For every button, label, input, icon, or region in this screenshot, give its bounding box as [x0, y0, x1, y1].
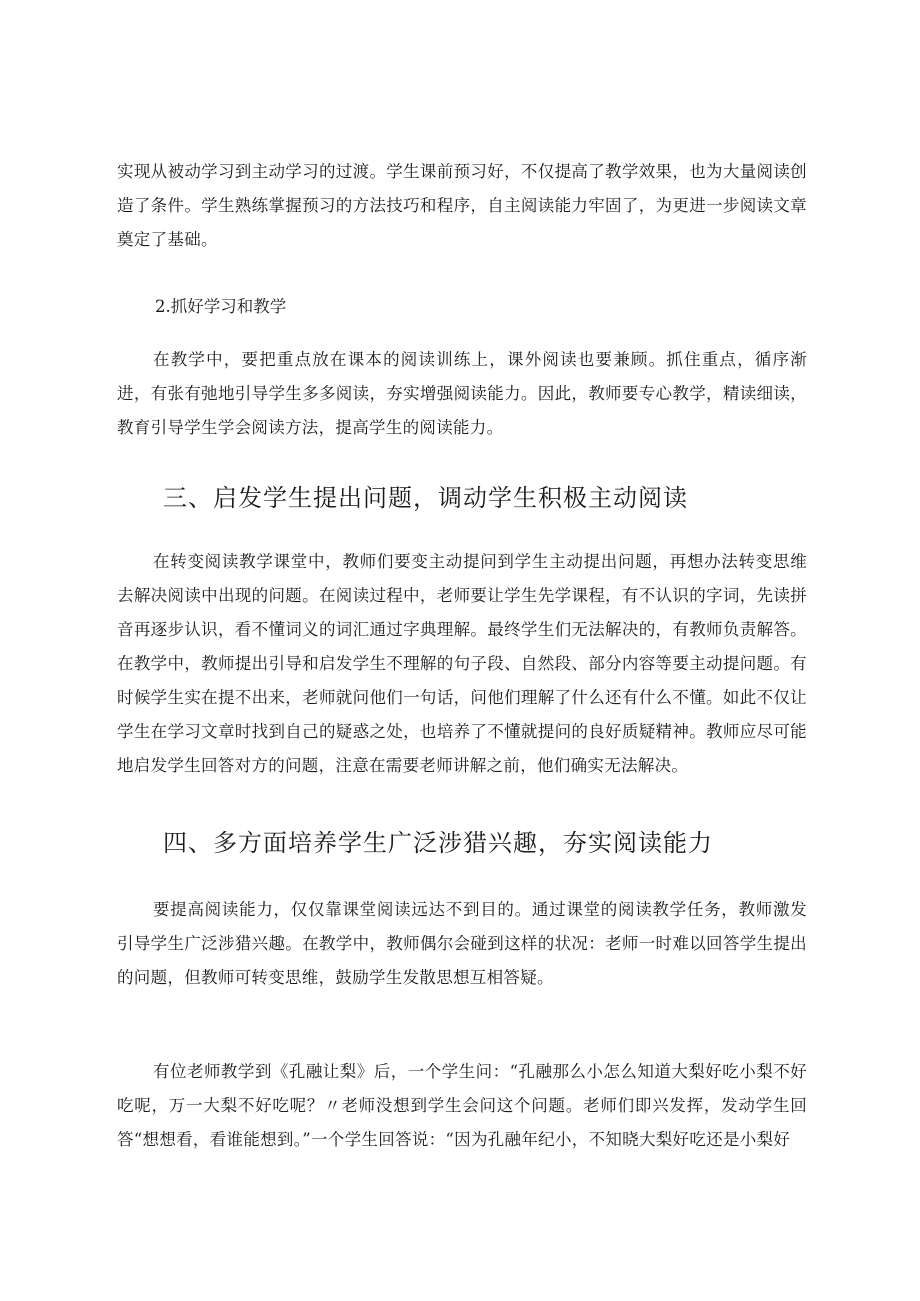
paragraph-student-questions: 在转变阅读教学课堂中，教师们要变主动提问到学生主动提出问题，再想办法转变思维去解决阅读中出现的问题。在阅读过程中，老师要让学生先学课程，有不认识的字词，先读拼音再逐步认识，看不懂词义的词汇通过字典理解。最终学生们无法解决的，有教师负责解答。在教学中，教师提出引导和启发学生不理解的句子段、自然段、部分内容等要主动提问题。有时候学生实在提不出来，老师就问他们一句话，问他们理解了什么还有什么不懂。如此不仅让学生在学习文章时找到自己的疑惑之处，也培养了不懂就提问的良好质疑精神。教师应尽可能地启发学生回答对方的问题，注意在需要老师讲解之前，他们确实无法解决。	[117, 552, 807, 775]
paragraph-teaching-focus: 在教学中，要把重点放在课本的阅读训练上，课外阅读也要兼顾。抓住重点，循序渐进，有张有弛地引导学生多多阅读，夯实增强阅读能力。因此，教师要专心教学，精读细读，教育引导学生学会阅读方法，提高学生的阅读能力。	[117, 350, 807, 437]
section-heading-3: 三、启发学生提出问题，调动学生积极主动阅读	[163, 484, 688, 512]
section-heading-4: 四、多方面培养学生广泛涉猎兴趣，夯实阅读能力	[163, 829, 713, 857]
paragraph-kong-rong-example: 有位老师教学到《孔融让梨》后，一个学生问：“孔融那么小怎么知道大梨好吃小梨不好吃呢，万一大梨不好吃呢？〃老师没想到学生会问这个问题。老师们即兴发挥，发动学生回答“想想看，看谁能想到。”一个学生回答说：“因为孔融年纪小，不知晓大梨好吃还是小梨好	[117, 1062, 807, 1149]
paragraph-broad-interest: 要提高阅读能力，仅仅靠课堂阅读远达不到目的。通过课堂的阅读教学任务，教师激发引导学生广泛涉猎兴趣。在教学中，教师偶尔会碰到这样的状况：老师一时难以回答学生提出的问题，但教师可转变思维，鼓励学生发散思想互相答疑。	[117, 900, 807, 987]
paragraph-preview-transition: 实现从被动学习到主动学习的过渡。学生课前预习好，不仅提高了教学效果，也为大量阅读创造了条件。学生熟练掌握预习的方法技巧和程序，自主阅读能力牢固了，为更进一步阅读文章奠定了基础。	[117, 162, 807, 249]
subheading-learning-and-teaching: 2.抓好学习和教学	[155, 297, 287, 316]
